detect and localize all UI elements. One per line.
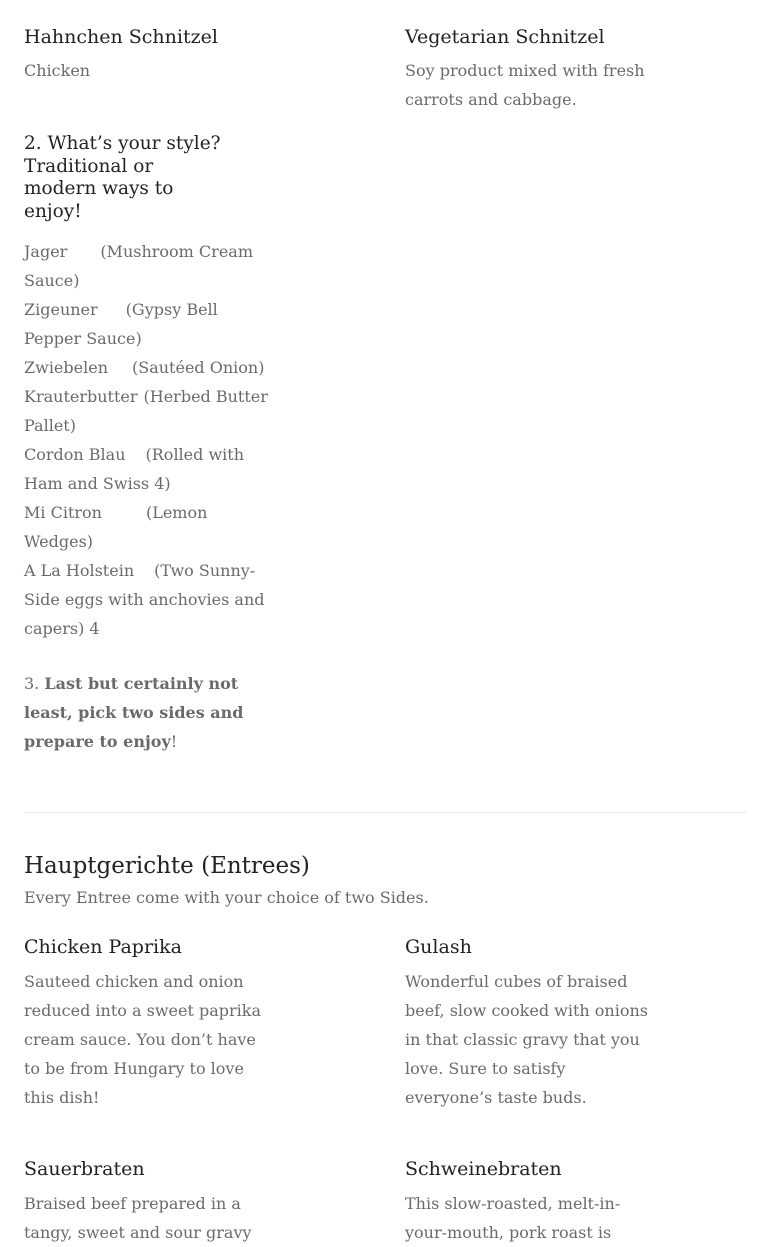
item-desc-schweinebraten: This slow-roasted, melt-in-your-mouth, pork roast is <box>405 1194 621 1242</box>
style-desc: (Mushroom Cream Sauce) <box>24 242 253 290</box>
style-desc: (Lemon Wedges) <box>24 503 208 551</box>
item-title-schweinebraten: Schweinebraten <box>405 1158 562 1180</box>
style-name: Mi Citron <box>24 503 102 522</box>
style-desc: (Gypsy Bell Pepper Sauce) <box>24 300 218 348</box>
style-desc: (Sautéed Onion) <box>132 358 265 377</box>
style-item-zigeuner <box>24 295 274 353</box>
style-item-cordon-blau <box>24 440 274 498</box>
style-name: Zigeuner <box>24 300 98 319</box>
item-desc-chicken-paprika: Sauteed chicken and onion reduced into a sweet paprika cream sauce. You don’t have to be from Hungary to love this dish! <box>24 972 261 1107</box>
style-item-a-la-holstein <box>24 556 274 643</box>
step2-heading: 2. What’s your style? Traditional or modern ways to enjoy! <box>24 133 221 222</box>
item-title-chicken-paprika: Chicken Paprika <box>24 936 182 958</box>
style-desc: (Two Sunny-Side eggs with anchovies and capers) 4 <box>24 561 265 638</box>
style-name: Zwiebelen <box>24 358 108 377</box>
style-item-zwiebelen <box>24 353 274 382</box>
section-title-entrees: Hauptgerichte (Entrees) <box>24 853 310 879</box>
style-name: Cordon Blau <box>24 445 126 464</box>
step3-end: ! <box>170 732 178 751</box>
style-item-jager <box>24 237 274 295</box>
step3-bold: Last but certainly not least, pick two sides and prepare to enjoy <box>24 674 244 751</box>
item-desc-hahnchen-schnitzel: Chicken <box>24 61 91 80</box>
item-title-sauerbraten: Sauerbraten <box>24 1158 145 1180</box>
style-name: Jager <box>24 242 68 261</box>
style-desc: (Herbed Butter Pallet) <box>24 387 268 435</box>
section-divider <box>24 812 746 813</box>
item-desc-sauerbraten: Braised beef prepared in a tangy, sweet and sour gravy <box>24 1194 252 1242</box>
section-subtitle-entrees: Every Entree come with your choice of two Sides. <box>24 888 429 907</box>
item-desc-gulash: Wonderful cubes of braised beef, slow cooked with onions in that classic gravy that you love. Sure to satisfy everyone’s taste buds. <box>405 972 648 1107</box>
style-item-krauterbutter <box>24 382 274 440</box>
style-name: A La Holstein <box>24 561 135 580</box>
style-item-mi-citron <box>24 498 274 556</box>
step3-text <box>24 669 274 756</box>
item-desc-vegetarian-schnitzel: Soy product mixed with fresh carrots and cabbage. <box>405 61 645 109</box>
style-list <box>24 237 274 643</box>
item-title-vegetarian-schnitzel: Vegetarian Schnitzel <box>405 26 605 48</box>
item-title-hahnchen-schnitzel: Hahnchen Schnitzel <box>24 26 218 48</box>
item-title-gulash: Gulash <box>405 936 472 958</box>
style-name: Krauterbutter <box>24 387 138 406</box>
step3-number: 3. <box>24 674 45 693</box>
style-desc: (Rolled with Ham and Swiss 4) <box>24 445 245 493</box>
